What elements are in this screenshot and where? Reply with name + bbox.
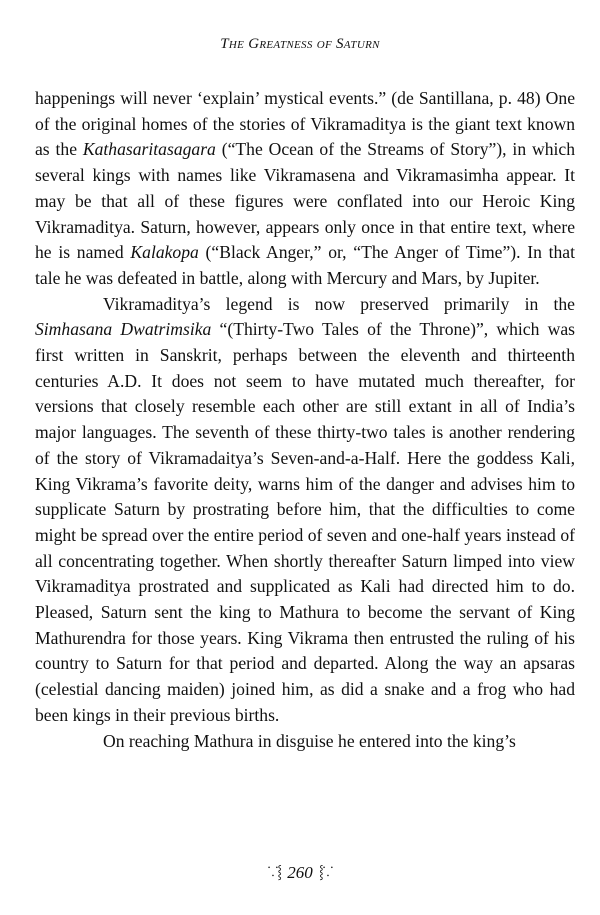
text-segment: On reaching Mathura in disguise he entered into the king’s	[103, 730, 516, 751]
text-segment: (“The Ocean of the Streams of Story”), in which several kings with names like Vikramasena and Vikramasimha appear. It may be that all of these figures were conflated into our Heroic King Vikramaditya. Saturn, however, appears only once in that entire text, where he is named	[35, 139, 575, 263]
text-segment: “(Thirty-Two Tales of the Throne)”, which was first written in Sanskrit, perhaps between the eleventh and thirteenth centuries A.D. It does not seem to have mutated much thereafter, for versions that closely resemble each other are still extant in all of India’s major languages. The seventh of these thirty-two tales is another rendering of the story of Vikramadaitya’s Seven-and-a-Half. Here the goddess Kali, King Vikrama’s favorite deity, warns him of the danger and advises him to supplicate Saturn by prostrating before him, that the difficulties to come might be spread over the entire period of seven and one-half years instead of all concentrating together. When shortly thereafter Saturn limped into view Vikramaditya prostrated and supplicated as Kali had directed him to do. Pleased, Saturn sent the king to Mathura to become the servant of King Mathurendra for those years. King Vikrama then entrusted the ruling of his country to Saturn for that period and departed. Along the way an apsaras (celestial dancing maiden) joined him, as did a snake and a frog who had been kings in their previous births.	[35, 319, 575, 725]
right-ornament-icon: ⸾⸪	[319, 864, 333, 879]
term-kalakopa: Kalakopa	[130, 242, 199, 263]
text-segment: Vikramaditya’s legend is now preserved primarily in the	[103, 293, 575, 314]
paragraph-3	[35, 729, 575, 755]
text-segment: happenings will never ‘explain’ mystical events.” (de Santillana, p. 48) One of the original homes of the stories of Vikramaditya is the giant text known as the	[35, 88, 575, 160]
running-head: The Greatness of Saturn	[220, 36, 380, 52]
text-segment: (“Black Anger,” or, “The Anger of Time”). In that tale he was defeated in battle, along with Mercury and Mars, by Jupiter.	[35, 242, 575, 288]
paragraph-2	[35, 292, 575, 729]
book-title-kathasaritasagara: Kathasaritasagara	[82, 139, 216, 160]
page-number: 260	[287, 863, 313, 882]
body-text	[35, 86, 575, 754]
paragraph-1	[35, 86, 575, 292]
page-number-footer	[0, 862, 600, 883]
book-title-simhasana: Simhasana Dwatrimsika	[35, 319, 212, 340]
left-ornament-icon: ⸪⸾	[267, 864, 281, 879]
